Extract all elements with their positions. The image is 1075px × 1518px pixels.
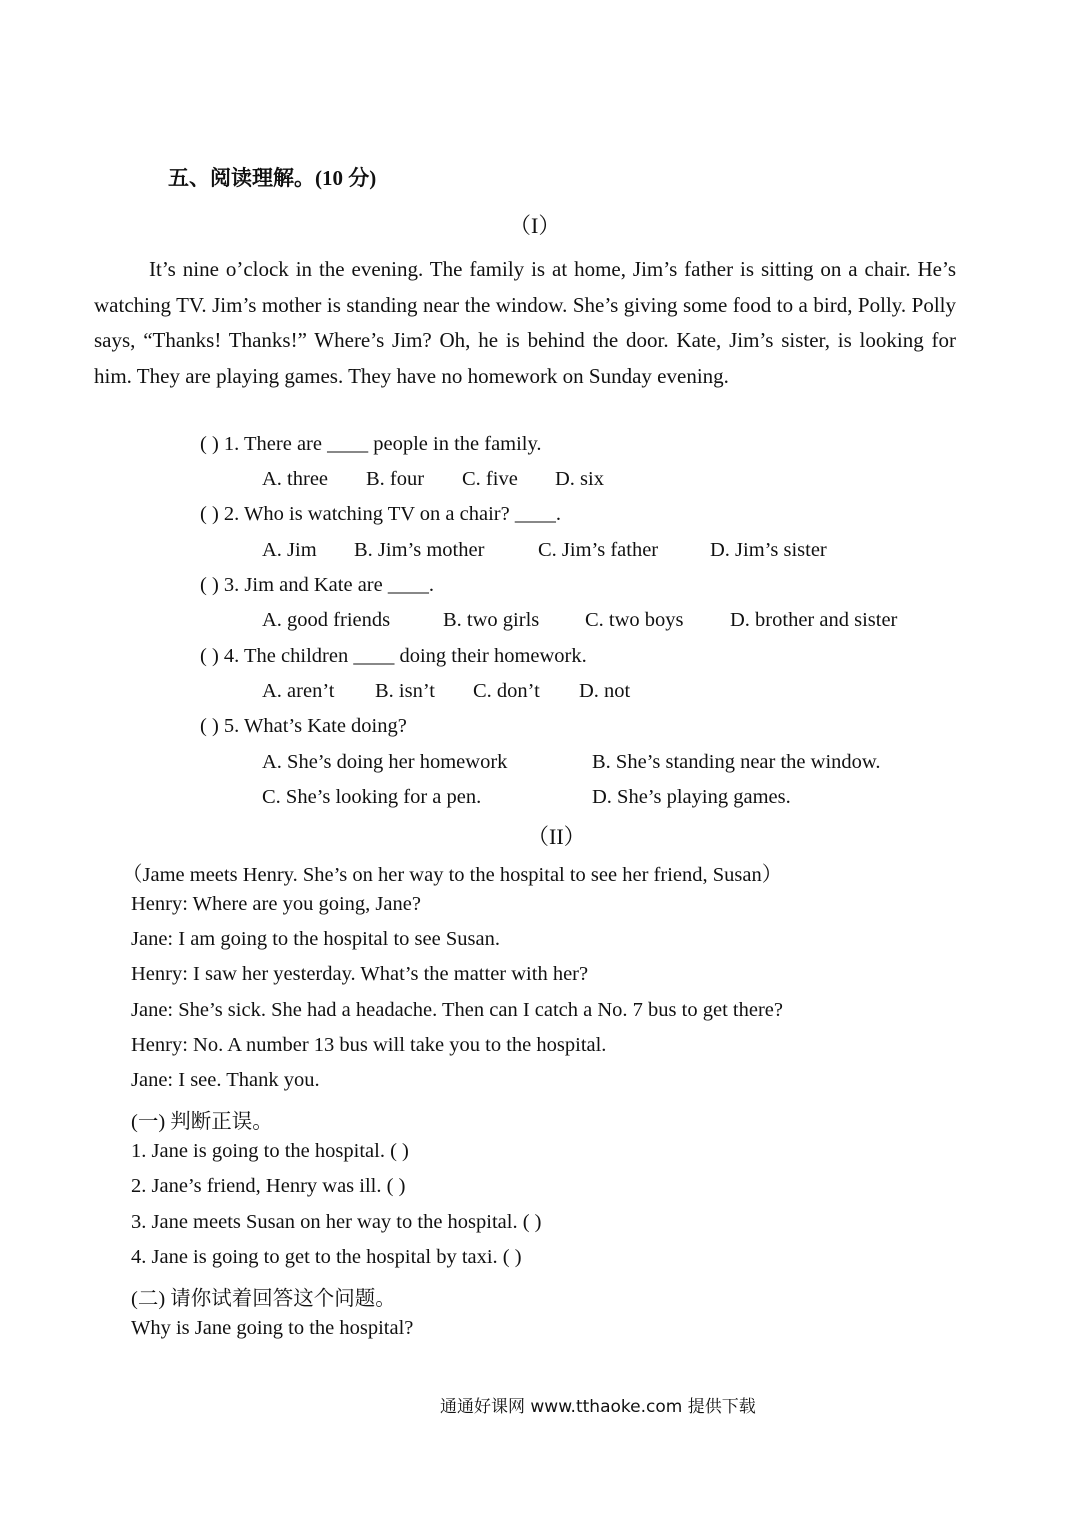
question-4: ( ) 4. The children ____ doing their homework.: [200, 645, 587, 667]
reading-passage: [94, 252, 956, 394]
option: D. not: [579, 680, 631, 702]
part-1-label: （I）: [509, 213, 561, 238]
option: C. don’t: [473, 680, 540, 702]
true-false-item: 1. Jane is going to the hospital. ( ): [131, 1140, 409, 1162]
option: A. three: [262, 468, 329, 490]
passage-text: It’s nine o’clock in the evening. The family is at home, Jim’s father is sitting on a chair. He’s watching TV. Jim’s mother is standing near the window. She’s giving some food to a bird, Polly. Polly says, “Thanks! Thanks!” Where’s Jim? Oh, he is behind the door. Kate, Jim’s sister, is looking for him. They are playing games. They have no homework on Sunday evening.: [94, 257, 956, 388]
option: C. five: [462, 468, 518, 490]
true-false-item: 4. Jane is going to get to the hospital by taxi. ( ): [131, 1246, 522, 1268]
option: A. aren’t: [262, 680, 335, 702]
question-4-options: [262, 680, 630, 703]
question-1: ( ) 1. There are ____ people in the family.: [200, 433, 542, 455]
footer-text: 通通好课网 www.tthaoke.com 提供下载: [440, 1397, 756, 1417]
true-false-item: 2. Jane’s friend, Henry was ill. ( ): [131, 1175, 406, 1197]
option: A. Jim: [262, 539, 317, 561]
option: B. Jim’s mother: [354, 539, 485, 561]
option: D. Jim’s sister: [710, 539, 827, 561]
part-2-label: （II）: [527, 824, 586, 849]
option: B. She’s standing near the window.: [592, 751, 881, 773]
dialogue-line: Jane: She’s sick. She had a headache. Then can I catch a No. 7 bus to get there?: [131, 999, 783, 1021]
true-false-title: (一) 判断正误。: [131, 1111, 273, 1133]
question-3: ( ) 3. Jim and Kate are ____.: [200, 574, 434, 596]
question-5-options-row2: [262, 786, 791, 809]
option: B. isn’t: [375, 680, 435, 702]
question-2: ( ) 2. Who is watching TV on a chair? ____.: [200, 503, 561, 525]
option: A. good friends: [262, 609, 391, 631]
question-3-options: [262, 609, 897, 632]
question-answer-prompt: Why is Jane going to the hospital?: [131, 1317, 414, 1339]
option: B. two girls: [443, 609, 540, 631]
question-1-options: [262, 468, 604, 491]
option: D. six: [555, 468, 604, 490]
option: A. She’s doing her homework: [262, 751, 508, 773]
option: C. She’s looking for a pen.: [262, 786, 482, 808]
option: D. brother and sister: [730, 609, 898, 631]
question-5: ( ) 5. What’s Kate doing?: [200, 715, 407, 737]
dialogue-line: Henry: No. A number 13 bus will take you to the hospital.: [131, 1034, 607, 1056]
option: B. four: [366, 468, 425, 490]
dialogue-line: Jane: I see. Thank you.: [131, 1069, 320, 1091]
dialogue-line: Henry: Where are you going, Jane?: [131, 893, 421, 915]
question-5-options-row1: [262, 751, 880, 774]
dialogue-intro: （Jame meets Henry. She’s on her way to the hospital to see her friend, Susan）: [122, 864, 783, 886]
option: C. Jim’s father: [538, 539, 659, 561]
dialogue-line: Jane: I am going to the hospital to see Susan.: [131, 928, 500, 950]
true-false-item: 3. Jane meets Susan on her way to the hospital. ( ): [131, 1211, 542, 1233]
dialogue-line: Henry: I saw her yesterday. What’s the matter with her?: [131, 963, 589, 985]
option: C. two boys: [585, 609, 684, 631]
question-answer-title: (二) 请你试着回答这个问题。: [131, 1288, 396, 1310]
question-2-options: [262, 539, 827, 562]
option: D. She’s playing games.: [592, 786, 791, 808]
section-title: 五、阅读理解。(10 分): [168, 166, 377, 190]
